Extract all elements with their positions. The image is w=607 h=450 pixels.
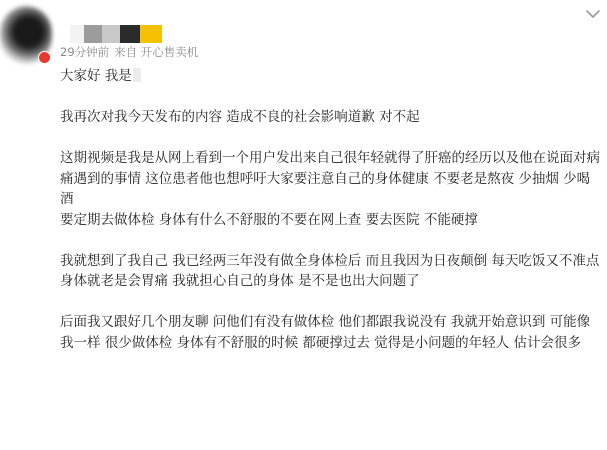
redacted-name: [133, 68, 141, 82]
post-time: 29分钟前: [60, 45, 110, 59]
post-paragraph: 这期视频是我是从网上看到一个用户发出来自己很年轻就得了肝癌的经历以及他在说面对病痛遇到的事情 这位患者他也想呼吁大家要注意自己的身体健康 不要老是熬夜 少抽烟 少喝酒: [60, 150, 600, 207]
post-content: [60, 66, 600, 353]
paragraph-text: 大家好 我是: [60, 68, 132, 84]
post-paragraph: 我就想到了我自己 我已经两三年没有做全身体检后 而且我因为日夜颠倒 每天吃饭又不准点 身体就老是会胃痛 我就担心自己的身体 是不是也出大问题了: [60, 252, 600, 289]
post-paragraph: 后面我又跟好几个朋友聊 问他们有没有做体检 他们都跟我说没有 我就开始意识到 可能像我一样 很少做体检 身体有不舒服的时候 都硬撑过去 觉得是小问题的年轻人 估计会很多: [60, 314, 591, 351]
username-redacted[interactable]: [70, 25, 162, 43]
post-meta: [60, 44, 203, 60]
post-source[interactable]: 来自 开心售卖机: [114, 45, 199, 59]
chevron-down-icon[interactable]: [585, 8, 601, 20]
verified-badge-icon: [38, 51, 51, 64]
post-paragraph: 我再次对我今天发布的内容 造成不良的社会影响道歉 对不起: [60, 109, 420, 125]
post-paragraph: 要定期去做体检 身体有什么不舒服的不要在网上查 要去医院 不能硬撑: [60, 211, 478, 228]
post-paragraph: [60, 66, 600, 87]
